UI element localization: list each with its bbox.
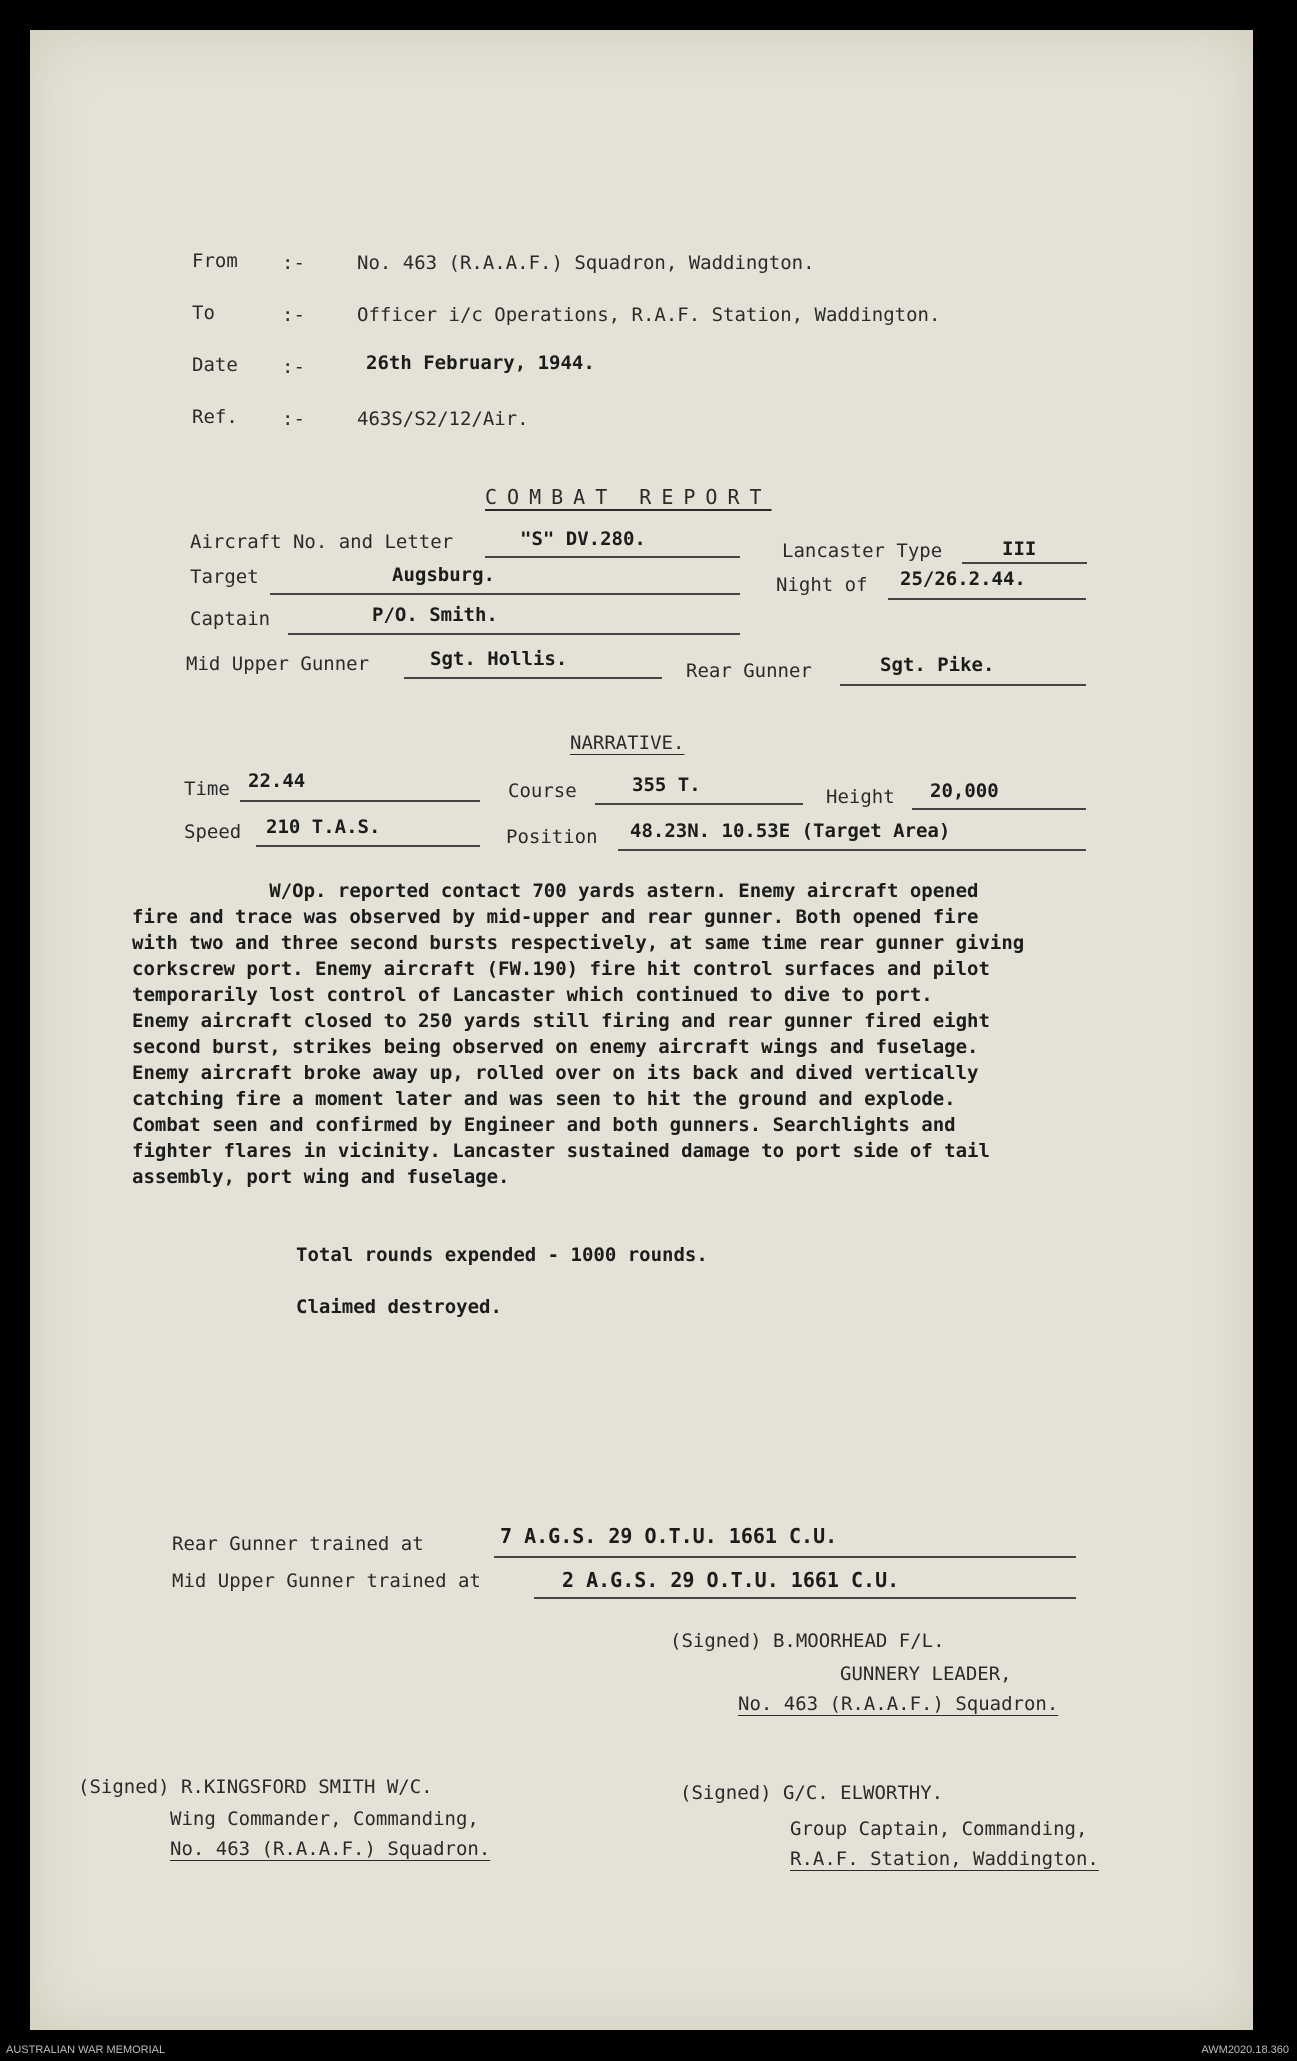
target-label: Target bbox=[190, 566, 259, 588]
course-label: Course bbox=[508, 780, 577, 802]
date-label: Date bbox=[192, 354, 238, 376]
rear-gunner-underline bbox=[840, 684, 1086, 686]
rear-gunner-value: Sgt. Pike. bbox=[880, 654, 995, 676]
narrative-line: corkscrew port. Enemy aircraft (FW.190) fire hit control surfaces and pilot bbox=[132, 958, 990, 980]
aircraft-value: "S" DV.280. bbox=[520, 528, 646, 550]
night-value: 25/26.2.44. bbox=[900, 568, 1026, 590]
narrative-line: second burst, strikes being observed on enemy aircraft wings and fuselage. bbox=[132, 1036, 979, 1058]
gc-signature: (Signed) G/C. ELWORTHY. bbox=[680, 1782, 944, 1804]
target-underline bbox=[270, 593, 740, 595]
wc-title: Wing Commander, Commanding, bbox=[170, 1808, 479, 1830]
from-separator: :- bbox=[282, 252, 305, 274]
narrative-line: assembly, port wing and fuselage. bbox=[132, 1166, 510, 1188]
time-underline bbox=[240, 800, 480, 802]
mid-trained-underline bbox=[534, 1597, 1076, 1599]
narrative-line: Combat seen and confirmed by Engineer and both gunners. Searchlights and bbox=[132, 1114, 956, 1136]
from-value: No. 463 (R.A.A.F.) Squadron, Waddington. bbox=[357, 252, 815, 274]
wc-signature: (Signed) R.KINGSFORD SMITH W/C. bbox=[78, 1776, 433, 1798]
narrative-line: Enemy aircraft broke away up, rolled over on its back and dived vertically bbox=[132, 1062, 979, 1084]
aircraft-label: Aircraft No. and Letter bbox=[190, 531, 454, 553]
position-underline bbox=[618, 849, 1086, 851]
rear-trained-underline bbox=[494, 1556, 1076, 1558]
narrative-line: fighter flares in vicinity. Lancaster sustained damage to port side of tail bbox=[132, 1140, 990, 1162]
narrative-line: fire and trace was observed by mid-upper and rear gunner. Both opened fire bbox=[132, 906, 979, 928]
type-value: III bbox=[1002, 538, 1037, 560]
aircraft-underline bbox=[485, 556, 740, 558]
mid-trained-value: 2 A.G.S. 29 O.T.U. 1661 C.U. bbox=[562, 1568, 900, 1592]
height-underline bbox=[912, 808, 1086, 810]
date-separator: :- bbox=[282, 356, 305, 378]
rounds-expended: Total rounds expended - 1000 rounds. bbox=[296, 1244, 708, 1266]
mid-trained-label: Mid Upper Gunner trained at bbox=[172, 1570, 481, 1592]
speed-value: 210 T.A.S. bbox=[266, 816, 381, 838]
ref-value: 463S/S2/12/Air. bbox=[357, 408, 529, 430]
gunnery-title: GUNNERY LEADER, bbox=[840, 1663, 1012, 1685]
to-separator: :- bbox=[282, 304, 305, 326]
gunnery-signature: (Signed) B.MOORHEAD F/L. bbox=[670, 1630, 945, 1652]
ref-separator: :- bbox=[282, 408, 305, 430]
narrative-line: W/Op. reported contact 700 yards astern. Enemy aircraft opened bbox=[132, 880, 979, 902]
narrative-line: with two and three second bursts respectively, at same time rear gunner giving bbox=[132, 932, 1025, 954]
narrative-text bbox=[132, 878, 1132, 1190]
narrative-line: catching fire a moment later and was seen to hit the ground and explode. bbox=[132, 1088, 956, 1110]
night-label: Night of bbox=[776, 574, 868, 596]
captain-underline bbox=[288, 633, 740, 635]
mid-upper-value: Sgt. Hollis. bbox=[430, 648, 568, 670]
rear-trained-value: 7 A.G.S. 29 O.T.U. 1661 C.U. bbox=[500, 1524, 838, 1548]
to-value: Officer i/c Operations, R.A.F. Station, Waddington. bbox=[357, 304, 941, 326]
position-value: 48.23N. 10.53E (Target Area) bbox=[630, 820, 951, 842]
position-label: Position bbox=[506, 826, 598, 848]
height-value: 20,000 bbox=[930, 780, 999, 802]
mid-upper-underline bbox=[404, 677, 662, 679]
captain-label: Captain bbox=[190, 608, 271, 630]
to-label: To bbox=[192, 302, 215, 324]
captain-value: P/O. Smith. bbox=[372, 604, 498, 626]
rear-gunner-label: Rear Gunner bbox=[686, 660, 812, 682]
narrative-line: Enemy aircraft closed to 250 yards still firing and rear gunner fired eight bbox=[132, 1010, 990, 1032]
claim-status: Claimed destroyed. bbox=[296, 1296, 502, 1318]
speed-underline bbox=[256, 845, 480, 847]
time-value: 22.44 bbox=[248, 770, 306, 792]
report-title: COMBAT REPORT bbox=[485, 485, 772, 509]
footer-accession-number: AWM2020.18.360 bbox=[1201, 2044, 1289, 2056]
gc-unit: R.A.F. Station, Waddington. bbox=[790, 1848, 1099, 1870]
gunnery-unit: No. 463 (R.A.A.F.) Squadron. bbox=[738, 1693, 1059, 1715]
course-underline bbox=[595, 803, 803, 805]
date-value: 26th February, 1944. bbox=[366, 352, 595, 374]
narrative-line: temporarily lost control of Lancaster which continued to dive to port. bbox=[132, 984, 933, 1006]
target-value: Augsburg. bbox=[392, 564, 495, 586]
type-label: Lancaster Type bbox=[782, 540, 943, 562]
wc-unit: No. 463 (R.A.A.F.) Squadron. bbox=[170, 1838, 491, 1860]
rear-trained-label: Rear Gunner trained at bbox=[172, 1533, 424, 1555]
time-label: Time bbox=[184, 778, 230, 800]
gc-title: Group Captain, Commanding, bbox=[790, 1818, 1088, 1840]
speed-label: Speed bbox=[184, 821, 242, 843]
from-label: From bbox=[192, 250, 238, 272]
footer-archive-name: AUSTRALIAN WAR MEMORIAL bbox=[6, 2044, 166, 2056]
course-value: 355 T. bbox=[632, 774, 701, 796]
narrative-heading: NARRATIVE. bbox=[570, 732, 685, 754]
ref-label: Ref. bbox=[192, 406, 238, 428]
mid-upper-label: Mid Upper Gunner bbox=[186, 653, 370, 675]
height-label: Height bbox=[826, 786, 895, 808]
type-underline bbox=[962, 562, 1087, 564]
night-underline bbox=[888, 598, 1086, 600]
